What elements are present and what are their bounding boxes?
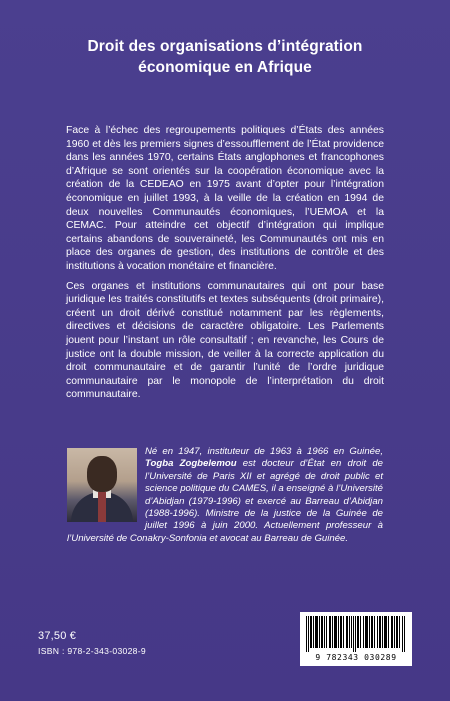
barcode	[300, 612, 412, 666]
barcode-number: 9 782343 030289	[315, 653, 397, 662]
book-title-line-2: économique en Afrique	[138, 59, 312, 76]
isbn: ISBN : 978-2-343-03028-9	[38, 646, 147, 656]
author-bio	[67, 446, 383, 546]
author-bio-text: est docteur d’État en droit de l’Université de Paris XII et agrégé de droit public et science politique du CAMES, il a enseigné à l’Université d’Abidjan (1979-1996) et exercé au Barreau d’Abidjan (1988-1996). Ministre de la justice de la Guinée de juillet 1996 à juin 2000. Actuellement professeur à l’Université de Conakry-Sonfonia et avocat au Barreau de Guinée.	[67, 458, 383, 544]
book-title	[40, 36, 410, 78]
summary-paragraph-1: Face à l’échec des regroupements politiques d’États des années 1960 et dès les premiers signes d’essoufflement de l’État providence dans les années 1970, certains États anglophones et francophones d’Afrique se sont orientés sur la coopération économique avec la création de la CEDEAO en 1975 avant d’opter pour l’intégration économique en juillet 1993, à la veille de la création en 1994 de deux nouvelles Communautés économiques, l’UEMOA et la CEMAC. Pour atteindre cet objectif d’intégration qui implique certains abandons de souveraineté, les Communautés ont mis en place des organes de gestion, des institutions de contrôle et des institutions à vocation monétaire et financière.	[66, 125, 384, 272]
barcode-bars	[306, 616, 406, 652]
author-intro: Né en 1947, instituteur de 1963 à 1966 en Guinée,	[145, 446, 383, 457]
summary-text	[66, 124, 384, 408]
author-name: Togba Zogbelemou	[145, 458, 237, 470]
price: 37,50 €	[38, 630, 77, 642]
summary-paragraph-2: Ces organes et institutions communautaires qui ont pour base juridique les traités constitutifs et textes subséquents (droit primaire), créent un droit dérivé constitué notamment par les règlements, directives et décisions de caractère obligatoire. Les Parlements jouent pour l’instant un rôle consultatif ; en revanche, les Cours de justice ont la double mission, de veiller à la correcte application du droit communautaire et de garantir l’unité de l’ordre juridique communautaire par le monopole de l’interprétation du droit communautaire.	[66, 280, 384, 401]
book-title-line-1: Droit des organisations d’intégration	[87, 38, 363, 55]
author-photo	[67, 448, 137, 522]
